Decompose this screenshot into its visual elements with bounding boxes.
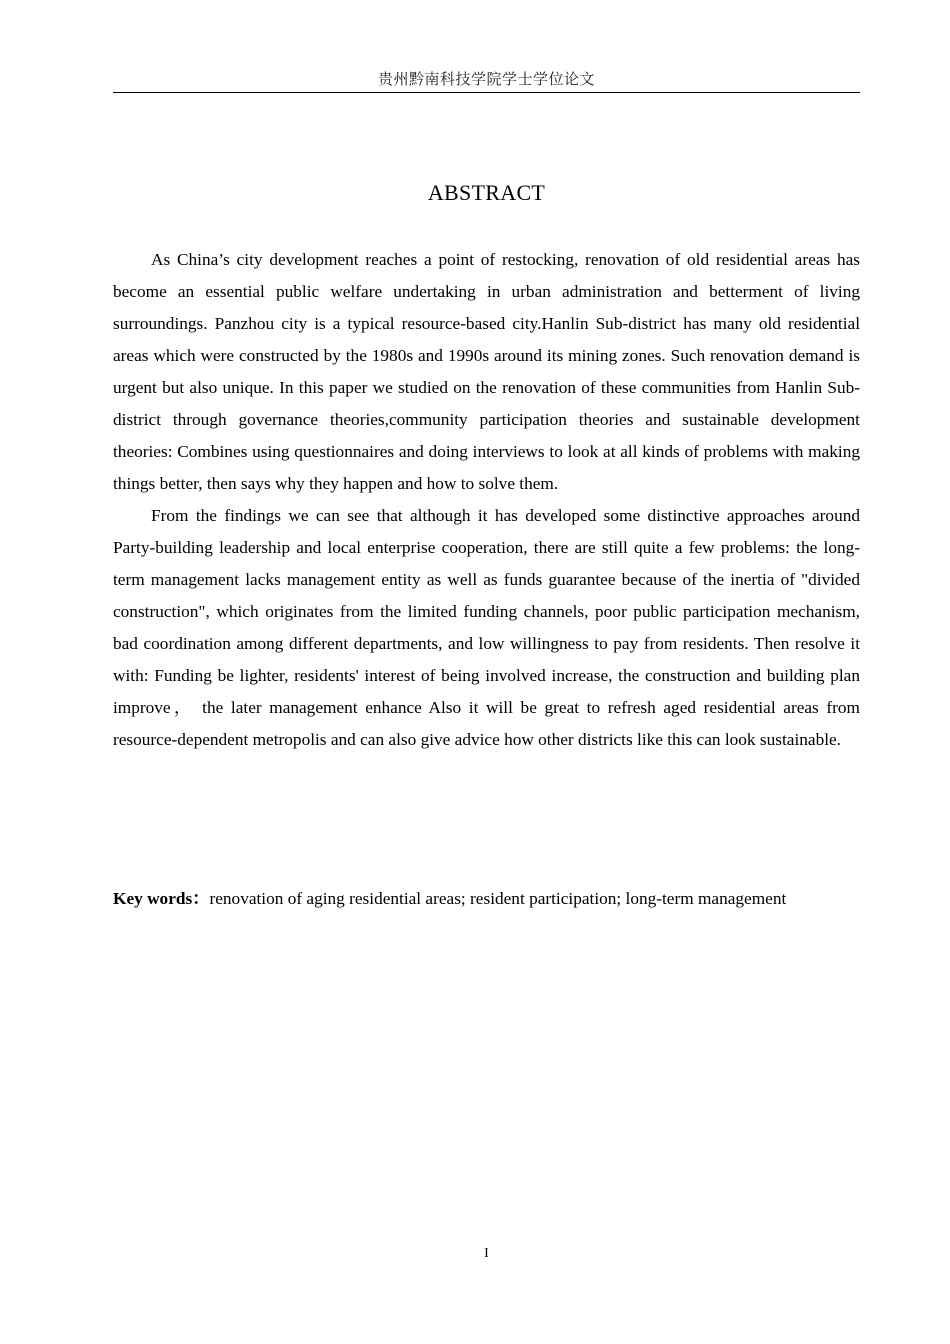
keywords-text: renovation of aging residential areas; resident participation; long-term management xyxy=(209,889,787,908)
page-number: I xyxy=(484,1246,489,1261)
abstract-title: ABSTRACT xyxy=(427,180,546,205)
keywords-line xyxy=(113,883,860,915)
abstract-paragraph-2: From the findings we can see that although it has developed some distinctive approaches around Party-building leadership and local enterprise cooperation, there are still quite a few problems: the long-term management lacks management entity as well as funds guarantee because of the inertia of "divided construction", which originates from the limited funding channels, poor public participation mechanism, bad coordination among different departments, and low willingness to pay from residents. Then resolve it with: Funding be lighter, residents' interest of being involved increase, the construction and building plan improve， the later management enhance Also it will be great to refresh aged residential areas from resource-dependent metropolis and can also give advice how other districts like this can look sustainable. xyxy=(113,506,860,749)
header-divider xyxy=(113,92,860,93)
keywords-label: Key words： xyxy=(113,889,210,908)
abstract-body xyxy=(113,244,860,756)
running-header: 贵州黔南科技学院学士学位论文 xyxy=(377,70,595,88)
abstract-paragraph-1: As China’s city development reaches a point of restocking, renovation of old residential areas has become an essential public welfare undertaking in urban administration and betterment of living surroundings. Panzhou city is a typical resource-based city.Hanlin Sub-district has many old residential areas which were constructed by the 1980s and 1990s around its mining zones. Such renovation demand is urgent but also unique. In this paper we studied on the renovation of these communities from Hanlin Sub-district through governance theories,community participation theories and sustainable development theories: Combines using questionnaires and doing interviews to look at all kinds of problems with making things better, then says why they happen and how to solve them. xyxy=(113,250,860,493)
